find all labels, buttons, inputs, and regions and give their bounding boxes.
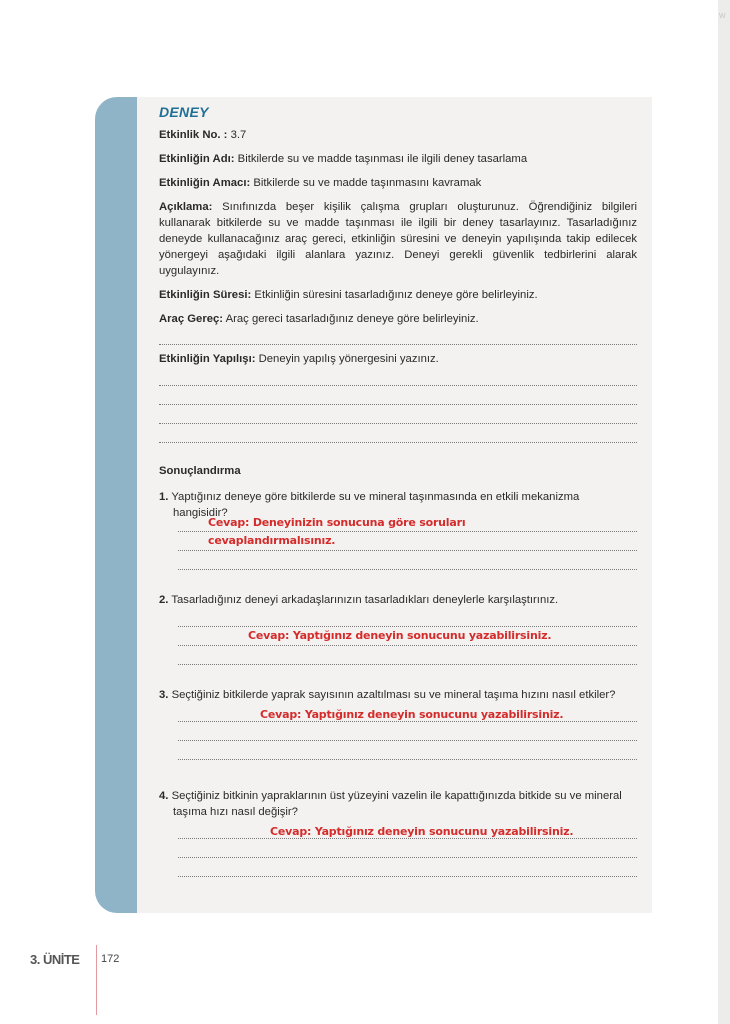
- activity-name-label: Etkinliğin Adı:: [159, 153, 235, 165]
- question-3: [159, 687, 637, 760]
- materials-value: Araç gereci tasarladığınız deneye göre belirleyiniz.: [225, 313, 479, 325]
- activity-name-value: Bitkilerde su ve madde taşınması ile ilgili deney tasarlama: [237, 153, 528, 165]
- procedure-label: Etkinliğin Yapılışı:: [159, 353, 256, 365]
- procedure-answer-line[interactable]: [159, 367, 637, 386]
- question-number: 1.: [159, 491, 169, 503]
- question-body: Seçtiğiniz bitkinin yapraklarının üst yüzeyini vazelin ile kapattığınızda bitkide su ve mineral taşıma hızı nasıl değişir?: [171, 790, 622, 818]
- activity-content: [159, 103, 637, 877]
- question-body: Seçtiğiniz bitkilerde yaprak sayısının azaltılması su ve mineral taşıma hızını nasıl etkiler?: [171, 689, 616, 701]
- answer-text: cevaplandırmalısınız.: [208, 534, 336, 547]
- activity-no-label: Etkinlik No. :: [159, 129, 228, 141]
- activity-aim-label: Etkinliğin Amacı:: [159, 177, 251, 189]
- question-number: 3.: [159, 689, 169, 701]
- answer-line[interactable]: [178, 646, 637, 665]
- activity-aim-value: Bitkilerde su ve madde taşınmasını kavramak: [253, 177, 482, 189]
- conclusion-heading: Sonuçlandırma: [159, 465, 241, 477]
- duration-label: Etkinliğin Süresi:: [159, 289, 252, 301]
- question-2: [159, 592, 637, 665]
- question-text: [159, 687, 637, 703]
- activity-aim-row: [159, 175, 637, 191]
- answer-text: Cevap: Yaptığınız deneyin sonucunu yazabilirsiniz.: [260, 708, 564, 721]
- materials-row: [159, 311, 637, 327]
- corner-mark: w: [719, 10, 726, 20]
- answer-area: [178, 516, 637, 570]
- duration-row: [159, 287, 637, 303]
- page-number: 172: [101, 953, 120, 965]
- activity-name-row: [159, 151, 637, 167]
- page-title: DENEY: [159, 104, 209, 120]
- question-body: Yaptığınız deneye göre bitkilerde su ve mineral taşınmasında en etkili mekanizma hangisidir?: [171, 491, 580, 519]
- answer-text: Cevap: Yaptığınız deneyin sonucunu yazabilirsiniz.: [270, 825, 574, 838]
- procedure-answer-line[interactable]: [159, 405, 637, 424]
- materials-label: Araç Gereç:: [159, 313, 224, 325]
- duration-value: Etkinliğin süresini tasarladığınız deneye göre belirleyiniz.: [254, 289, 538, 301]
- answer-area: [178, 608, 637, 665]
- question-text: [159, 788, 637, 820]
- question-text: [159, 592, 637, 608]
- page-edge-strip: [718, 0, 730, 1024]
- procedure-row: [159, 351, 637, 367]
- materials-answer-line[interactable]: [159, 327, 637, 345]
- answer-line[interactable]: [178, 741, 637, 760]
- unit-label: 3. ÜNİTE: [30, 952, 80, 967]
- answer-line[interactable]: [178, 722, 637, 741]
- activity-no-row: [159, 127, 637, 143]
- activity-no-value: 3.7: [230, 129, 247, 141]
- answer-area: [178, 820, 637, 877]
- question-number: 4.: [159, 790, 169, 802]
- explanation-text: Sınıfınızda beşer kişilik çalışma grupları oluşturunuz. Öğrendiğiniz bilgileri kullanarak bitkilerde su ve madde taşınması ile ilgili bir deney tasarlayınız. Tasarladığınız deneyde kullanacağınız araç gereci, etkinliğin süresini ve deneyin yapılışında takip edilecek yönergeyi aşağıdaki ilgili alanlara yazınız. Deneyi gerekli güvenlik tedbirlerini alarak uygulayınız.: [159, 201, 638, 277]
- answer-line[interactable]: [178, 858, 637, 877]
- answer-line[interactable]: [178, 608, 637, 627]
- procedure-value: Deneyin yapılış yönergesini yazınız.: [258, 353, 439, 365]
- answer-text: Cevap: Deneyinizin sonucuna göre soruları: [208, 516, 466, 529]
- explanation-paragraph: [159, 199, 637, 279]
- procedure-answer-line[interactable]: [159, 424, 637, 443]
- answer-area: [178, 703, 637, 760]
- question-4: [159, 788, 637, 877]
- answer-line[interactable]: [178, 551, 637, 570]
- question-number: 2.: [159, 594, 169, 606]
- question-body: Tasarladığınız deneyi arkadaşlarınızın tasarladıkları deneylerle karşılaştırınız.: [171, 594, 559, 606]
- question-1: [159, 489, 637, 570]
- answer-text: Cevap: Yaptığınız deneyin sonucunu yazabilirsiniz.: [248, 629, 552, 642]
- procedure-answer-line[interactable]: [159, 386, 637, 405]
- explanation-label: Açıklama:: [159, 201, 213, 213]
- answer-line[interactable]: [178, 839, 637, 858]
- footer-divider: [96, 945, 97, 1015]
